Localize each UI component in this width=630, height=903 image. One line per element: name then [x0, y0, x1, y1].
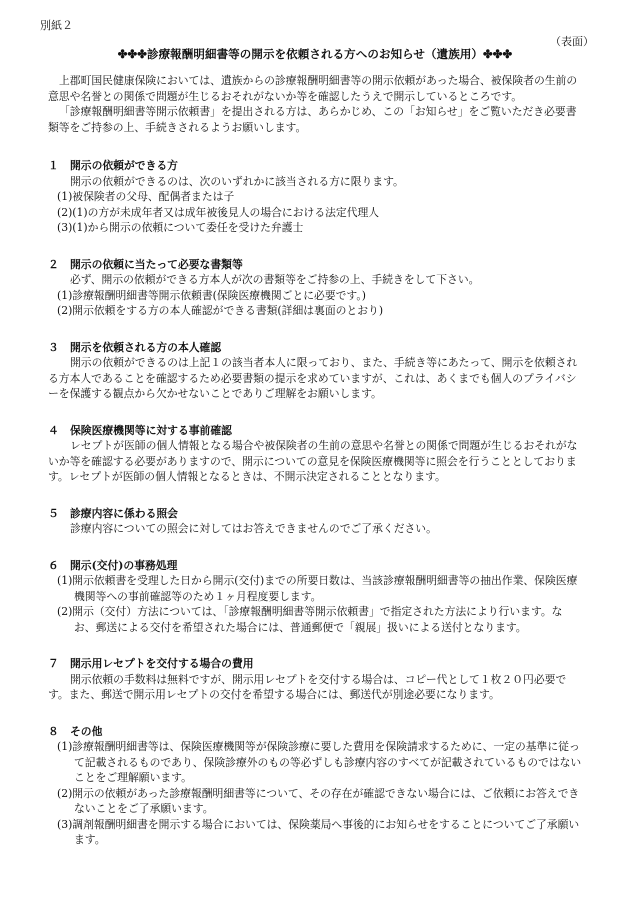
section-8 — [48, 724, 584, 848]
list-item: (1)被保険者の父母、配偶者または子 — [57, 190, 235, 203]
section-title: 開示用レセプトを交付する場合の費用 — [70, 657, 254, 670]
section-text: 必ず、開示の依頼ができる方本人が次の書類等をご持参の上、手続きをして下さい。 — [70, 273, 480, 286]
list-item: (2)開示依頼をする方の本人確認ができる書類(詳細は裏面のとおり) — [57, 304, 384, 317]
list-item: (2)開示（交付）方法については、「診療報酬明細書等開示依頼書」で指定された方法により行います。なお、郵送による交付を希望された場合には、普通郵便で「親展」扱いによる送付となります。 — [57, 605, 563, 634]
section-1 — [48, 158, 584, 236]
section-heading — [48, 506, 584, 522]
side-label: （表面） — [550, 35, 594, 48]
section-title: 開示の依頼に当たって必要な書類等 — [70, 257, 243, 271]
list-item: (1)開示依頼書を受理した日から開示(交付)までの所要日数は、当該診療報酬明細書等の抽出作業、保険医療機関等への事前確認等のため１ヶ月程度要します。 — [57, 574, 578, 603]
section-heading — [48, 656, 584, 672]
section-number: ４ — [48, 423, 59, 437]
section-text: 診療内容についての照会に対してはお答えできませんのでご了承ください。 — [70, 522, 437, 535]
section-number: ８ — [48, 724, 59, 738]
section-title: 開示を依頼される方の本人確認 — [70, 340, 222, 354]
section-heading — [48, 558, 584, 574]
list-item: (2)開示の依頼があった診療報酬明細書等について、その存在が確認できない場合には、ご依頼にお答えできないことをご了承願います。 — [57, 786, 580, 815]
section-number: ６ — [48, 558, 59, 572]
list-item: (3)調剤報酬明細書を開示する場合においては、保険薬局へ事後的にお知らせをすることについてご了承願います。 — [57, 817, 580, 846]
document-body — [48, 73, 584, 848]
list-item: (1)診療報酬明細書等は、保険医療機関等が保険診療に要した費用を保険請求するために、一定の基準に従って記載されるものであり、保険診療外のもの等必ずしも診療内容のすべてが記載されているものではないことをご理解願います。 — [57, 740, 582, 784]
section-title: その他 — [70, 724, 103, 738]
intro-paragraph-1: 上郡町国民健康保険においては、遺族からの診療報酬明細書等の開示依頼があった場合、被保険者の生前の意思や名誉との関係で問題が生じるおそれがないか等を確認したうえで開示しているところです。 — [48, 74, 578, 103]
section-text: 開示依頼の手数料は無料ですが、開示用レセプトを交付する場合は、コピー代として１枚２０円必要です。また、郵送で開示用レセプトの交付を希望する場合には、郵送代が別途必要になります。 — [48, 672, 567, 701]
section-number: １ — [48, 159, 59, 172]
section-number: ２ — [48, 257, 59, 271]
section-number: ３ — [48, 340, 59, 354]
section-4 — [48, 423, 584, 485]
section-heading — [48, 423, 584, 439]
section-number: ５ — [48, 506, 59, 520]
section-title: 保険医療機関等に対する事前確認 — [70, 423, 232, 437]
attachment-label: 別紙２ — [40, 19, 73, 32]
list-item: (3)(1)から開示の依頼について委任を受けた弁護士 — [57, 221, 304, 234]
intro-paragraph-2: 「診療報酬明細書等開示依頼書」を提出される方は、あらかじめ、この「お知らせ」をご覧いただき必要書類等をご持参の上、手続きされるようお願いします。 — [48, 105, 577, 134]
section-5 — [48, 506, 584, 537]
section-3 — [48, 340, 584, 402]
section-title: 診療内容に係わる照会 — [70, 506, 178, 520]
section-title: 開示(交付)の事務処理 — [70, 558, 178, 572]
section-heading — [48, 257, 584, 273]
section-text: 開示の依頼ができるのは、次のいずれかに該当される方に限ります。 — [70, 174, 404, 188]
section-heading — [48, 724, 584, 740]
section-number: ７ — [48, 657, 59, 670]
section-6 — [48, 558, 584, 636]
document-title: ✤✤✤診療報酬明細書等の開示を依頼される方へのお知らせ（遺族用）✤✤✤ — [117, 47, 513, 61]
section-heading — [48, 340, 584, 356]
section-2 — [48, 257, 584, 319]
section-text: 開示の依頼ができるのは上記１の該当者本人に限っており、また、手続き等にあたって、開示を依頼される方本人であることを確認するため必要書類の提示を求めていますが、これは、あくまでも個人のプライバシーを保護する観点から欠かせないことでありご理解をお願いします。 — [48, 356, 578, 400]
list-item: (2)(1)の方が未成年者又は成年被後見人の場合における法定代理人 — [57, 205, 380, 219]
section-heading — [48, 158, 584, 174]
section-title: 開示の依頼ができる方 — [70, 159, 178, 172]
section-7 — [48, 656, 584, 703]
section-text: レセプトが医師の個人情報となる場合や被保険者の生前の意思や名誉との関係で問題が生じるおそれがないか等を確認する必要がありますので、開示についての意見を保険医療機関等に照会を行うこととしております。レセプトが医師の個人情報となるときは、不開示決定されることとなります。 — [48, 439, 578, 483]
list-item: (1)診療報酬明細書等開示依頼書(保険医療機関ごとに必要です。) — [57, 288, 366, 302]
